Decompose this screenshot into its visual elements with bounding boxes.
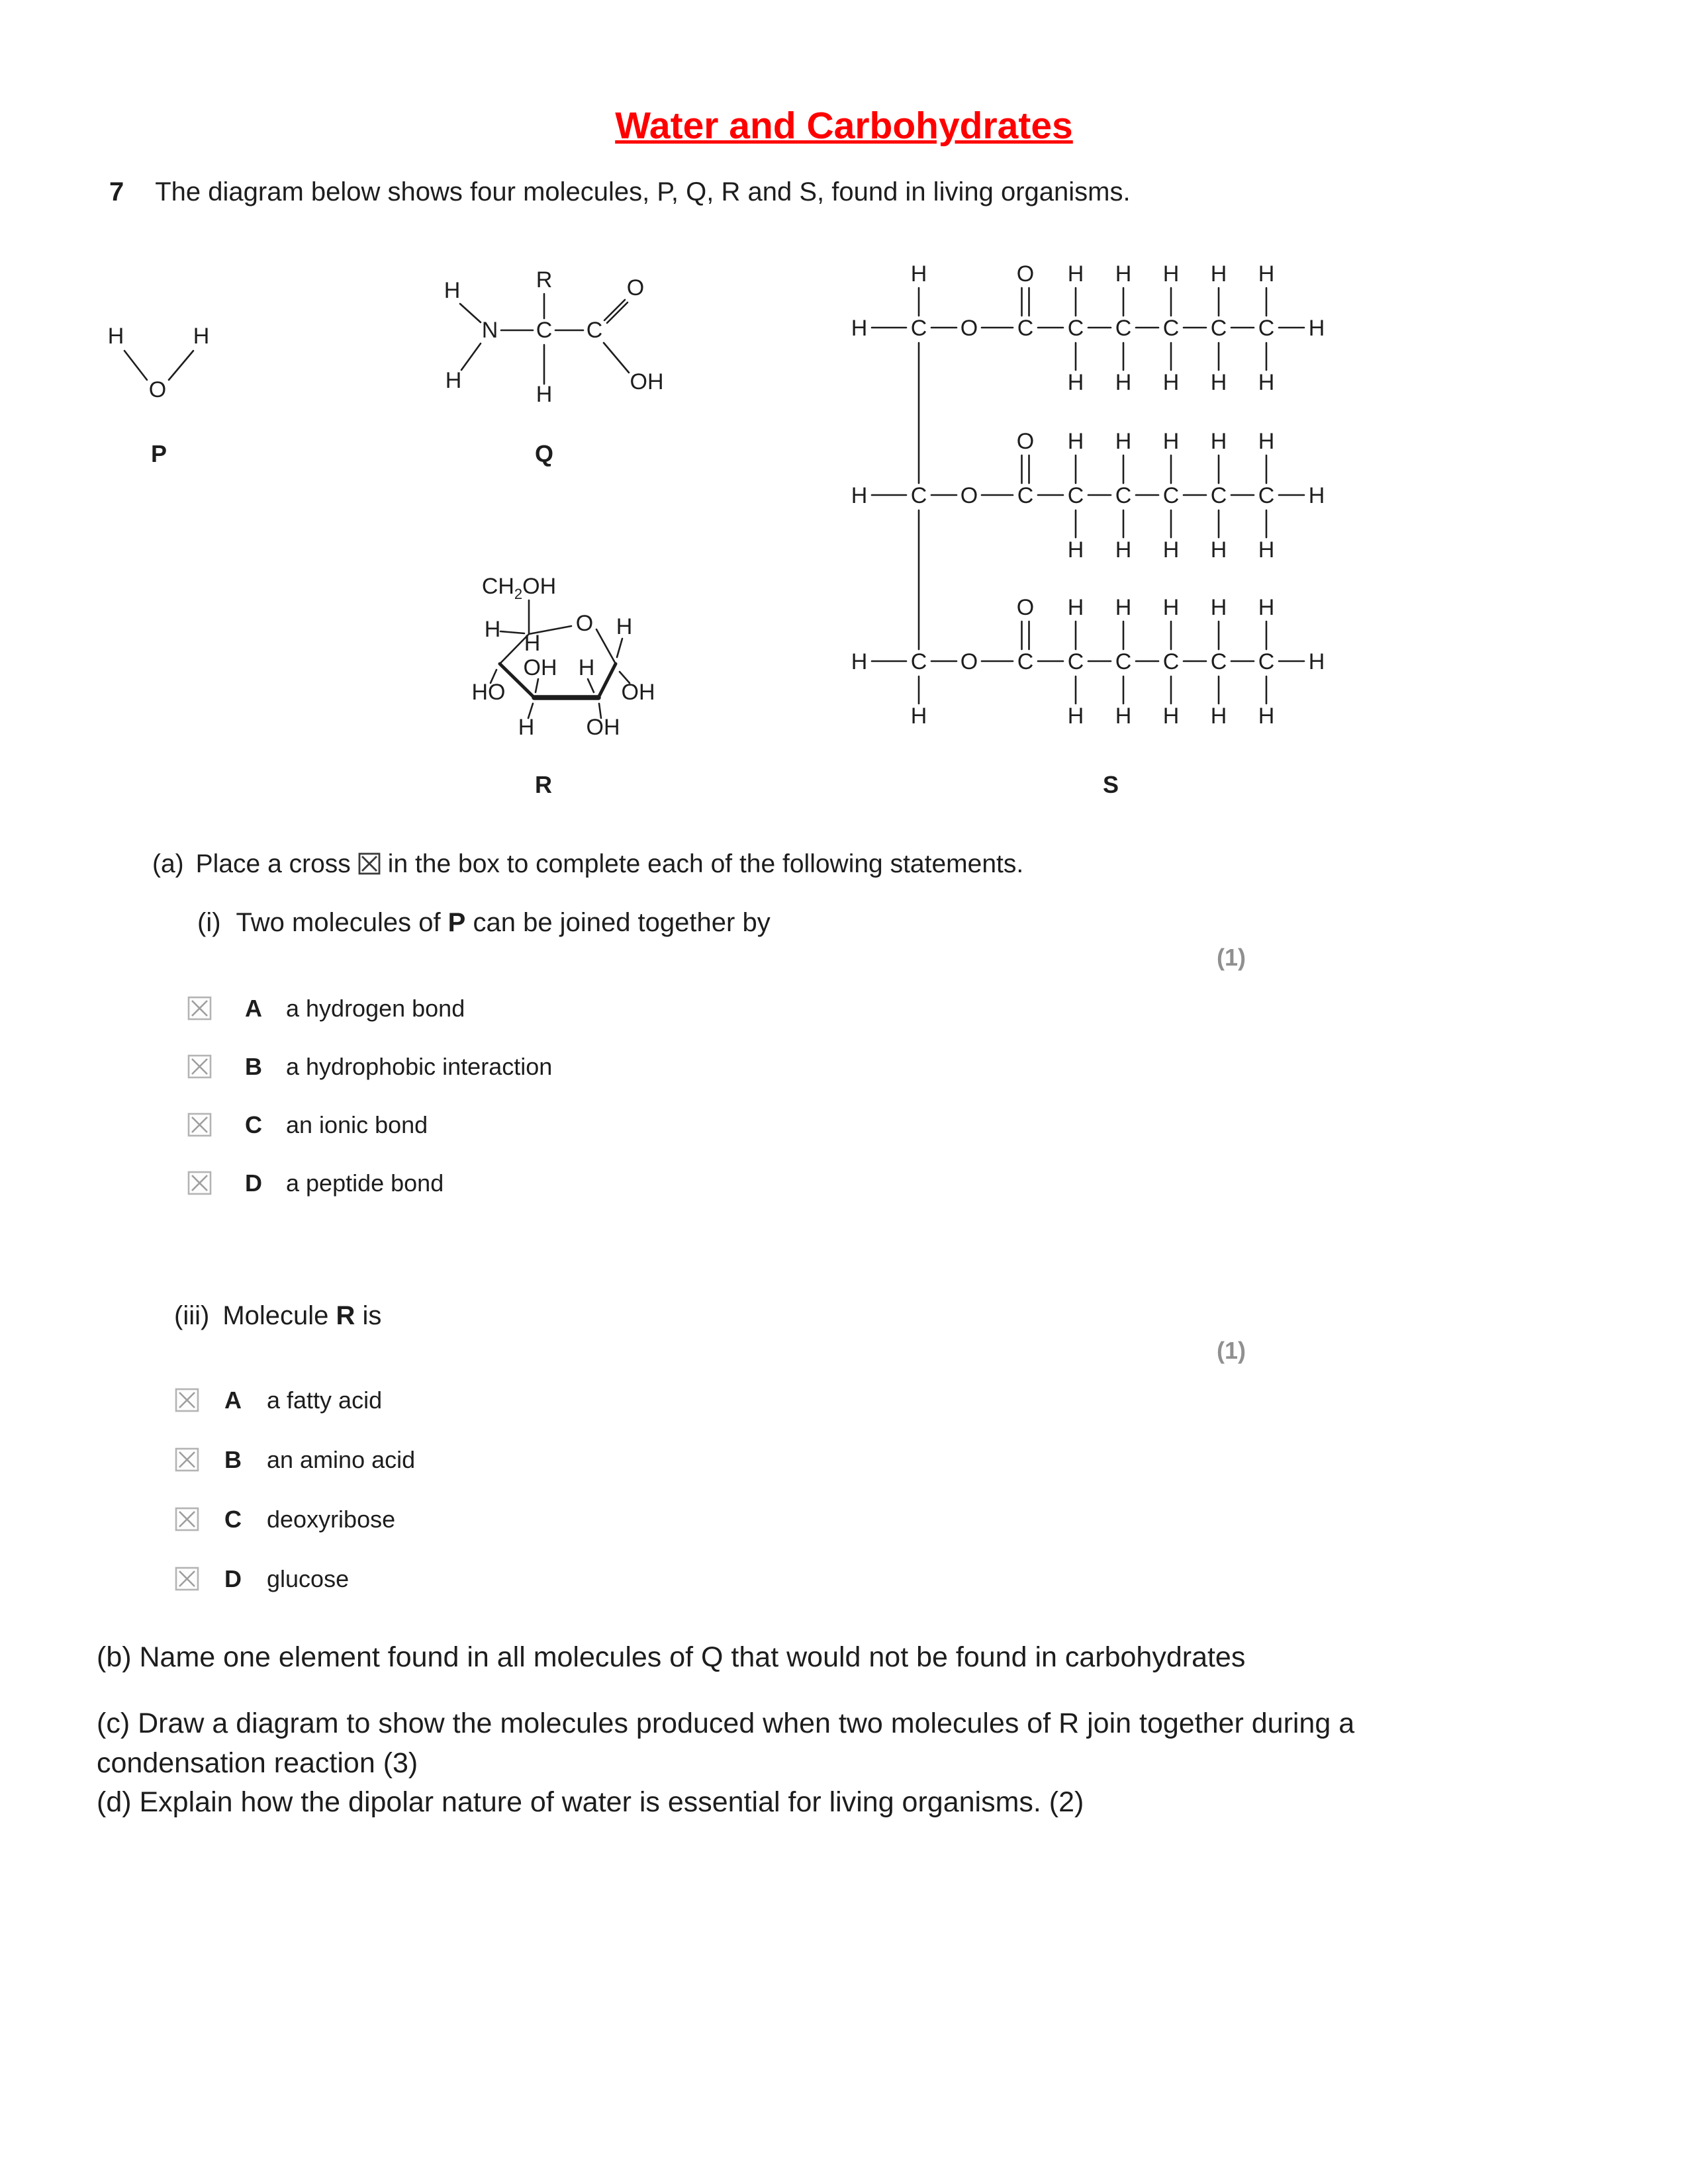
atom-label: H: [518, 715, 535, 740]
atom-label: R: [536, 267, 553, 293]
bond: [461, 343, 481, 370]
atom-label: H: [1162, 537, 1180, 563]
atom-label: OH: [586, 715, 620, 740]
atom-label: C: [1210, 483, 1227, 508]
atom-label: C: [1115, 649, 1132, 674]
atom-label: C: [910, 649, 927, 674]
atom-label: O: [1016, 595, 1035, 620]
atom-label: C: [1162, 483, 1180, 508]
question-number: 7: [109, 177, 124, 206]
atom-label: H: [1162, 704, 1180, 729]
option-row: [174, 1387, 415, 1413]
option-row: [174, 1447, 415, 1473]
atom-label: N: [481, 318, 498, 343]
atom-label: H: [1210, 537, 1227, 563]
atom-label: H: [1115, 595, 1132, 620]
atom-label: H: [193, 324, 210, 349]
molecule-s-diagram: [837, 258, 1380, 735]
atom-label: C: [1017, 316, 1034, 341]
atom-label: O: [626, 275, 645, 300]
atom-label: C: [1017, 649, 1034, 674]
atom-label: H: [1067, 429, 1084, 454]
atom-label: O: [960, 316, 978, 341]
bond: [617, 639, 622, 657]
atom-label: H: [1115, 537, 1132, 563]
atom-label: C: [1067, 483, 1084, 508]
question-i-stem: [197, 907, 771, 938]
molecule-r-label: R: [535, 771, 552, 798]
atom-label: H: [1162, 595, 1180, 620]
atom-label: O: [1016, 261, 1035, 287]
atom-label: H: [1210, 370, 1227, 395]
answer-checkbox[interactable]: [174, 1387, 200, 1413]
atom-label: O: [960, 649, 978, 674]
bond: [124, 351, 147, 380]
atom-label: H: [1308, 483, 1325, 508]
question-i-marks: (1): [1217, 944, 1246, 971]
atom-label: C: [586, 318, 603, 343]
option-row: [187, 1054, 552, 1079]
bond: [604, 343, 629, 373]
bond: [500, 631, 524, 633]
atom-label: H: [445, 368, 462, 393]
question-iii-bold: R: [336, 1301, 355, 1330]
atom-label: C: [1115, 316, 1132, 341]
atom-label: H: [524, 631, 541, 656]
atom-label: H: [578, 655, 595, 680]
atom-label: H: [851, 649, 868, 674]
atom-label: H: [1067, 537, 1084, 563]
atom-label: H: [1115, 261, 1132, 287]
atom-label: H: [1258, 429, 1275, 454]
option-text: a fatty acid: [267, 1386, 383, 1414]
part-c-text: (c) Draw a diagram to show the molecules produced when two molecules of R join together during a condensation reaction (3): [97, 1707, 1355, 1779]
answer-checkbox[interactable]: [187, 1170, 212, 1196]
atom-label: C: [1067, 316, 1084, 341]
atom-label: H: [1067, 370, 1084, 395]
atom-label: H: [1258, 261, 1275, 287]
part-d-text: (d) Explain how the dipolar nature of water is essential for living organisms. (2): [97, 1786, 1084, 1818]
atom-label: H: [1067, 261, 1084, 287]
molecule-s-label: S: [1103, 771, 1119, 798]
question-i-bold: P: [447, 908, 466, 937]
question-intro-text: The diagram below shows four molecules, P, Q, R and S, found in living organisms.: [155, 177, 1131, 206]
atom-label: H: [851, 483, 868, 508]
atom-label: H: [536, 382, 553, 407]
atom-label: C: [1162, 316, 1180, 341]
atom-label: H: [1115, 370, 1132, 395]
atom-label: HO: [471, 680, 506, 705]
atom-label: OH: [523, 655, 557, 680]
bond: [604, 300, 625, 320]
molecule-r-diagram: [463, 572, 669, 751]
option-letter: C: [224, 1505, 242, 1533]
option-text: deoxyribose: [267, 1505, 396, 1533]
atom-label: C: [910, 316, 927, 341]
answer-checkbox[interactable]: [174, 1447, 200, 1473]
atom-label: C: [1115, 483, 1132, 508]
part-a-text-after: in the box to complete each of the following statements.: [387, 850, 1024, 878]
question-iii-label: (iii): [174, 1301, 210, 1330]
option-row: [187, 1112, 552, 1138]
atom-label: H: [1308, 649, 1325, 674]
bond: [596, 629, 616, 664]
bond: [588, 679, 594, 692]
option-row: [174, 1566, 415, 1592]
question-i-options: [187, 995, 552, 1228]
atom-label: C: [1258, 649, 1275, 674]
option-row: [187, 1170, 552, 1196]
answer-checkbox[interactable]: [187, 995, 212, 1021]
question-iii-options: [174, 1387, 415, 1625]
atom-label: H: [1067, 704, 1084, 729]
atom-label: H: [1258, 704, 1275, 729]
question-i-text-after: can be joined together by: [465, 908, 771, 937]
atom-label: H: [1162, 261, 1180, 287]
option-letter: B: [245, 1052, 262, 1080]
atom-label: H: [1258, 370, 1275, 395]
atom-label: H: [444, 278, 461, 303]
atom-label: H: [1210, 595, 1227, 620]
atom-label: H: [1162, 429, 1180, 454]
atom-label: H: [1210, 261, 1227, 287]
atom-label: H: [107, 324, 124, 349]
atom-label: C: [536, 318, 553, 343]
atom-label: OH: [621, 680, 655, 705]
atom-label: C: [1210, 316, 1227, 341]
bond: [598, 664, 616, 698]
atom-label: H: [1067, 595, 1084, 620]
atom-label: H: [1258, 595, 1275, 620]
part-b-text: (b) Name one element found in all molecules of Q that would not be found in carbohydrates: [97, 1641, 1246, 1673]
atom-label: C: [910, 483, 927, 508]
atom-label: H: [910, 261, 927, 287]
group-label-ch2oh: $CH_2OH$: [481, 574, 557, 602]
atom-label: O: [575, 611, 594, 636]
option-text: a hydrophobic interaction: [286, 1052, 553, 1080]
option-text: glucose: [267, 1565, 350, 1592]
molecule-p-label: P: [151, 440, 167, 467]
atom-label: H: [1258, 537, 1275, 563]
atom-label: H: [1210, 704, 1227, 729]
atom-label: O: [148, 377, 167, 402]
option-text: an amino acid: [267, 1445, 416, 1473]
atom-label: O: [960, 483, 978, 508]
molecule-q-diagram: [437, 267, 702, 419]
molecule-q-label: Q: [535, 440, 554, 467]
option-letter: C: [245, 1111, 262, 1138]
option-text: a hydrogen bond: [286, 994, 465, 1022]
atom-label: H: [1210, 429, 1227, 454]
part-a-text-before: Place a cross: [195, 850, 351, 878]
atom-label: H: [1115, 429, 1132, 454]
atom-label: C: [1017, 483, 1034, 508]
answer-checkbox[interactable]: [174, 1566, 200, 1592]
atom-label: H: [616, 614, 633, 639]
option-letter: B: [224, 1445, 242, 1473]
atom-label: H: [1115, 704, 1132, 729]
question-iii-stem: [174, 1300, 381, 1332]
atom-label: C: [1210, 649, 1227, 674]
part-a-label: (a): [152, 850, 184, 878]
bond: [169, 351, 193, 380]
option-text: an ionic bond: [286, 1111, 428, 1138]
atom-label: H: [851, 316, 868, 341]
option-text: a peptide bond: [286, 1169, 444, 1197]
answer-checkbox[interactable]: [174, 1506, 200, 1532]
page-title: Water and Carbohydrates: [615, 105, 1073, 147]
bond: [607, 302, 628, 323]
question-i-text: Two molecules of: [236, 908, 448, 937]
atom-label: OH: [630, 369, 664, 394]
answer-checkbox[interactable]: [187, 1112, 212, 1138]
atom-label: C: [1067, 649, 1084, 674]
option-row: [174, 1506, 415, 1532]
atom-label: C: [1258, 483, 1275, 508]
part-a-instruction: [152, 848, 1023, 880]
atom-label: C: [1258, 316, 1275, 341]
atom-label: C: [1162, 649, 1180, 674]
question-7-intro-line: [109, 176, 1131, 208]
option-row: [187, 995, 552, 1021]
molecule-p-diagram: [99, 324, 245, 417]
question-iii-marks: (1): [1217, 1337, 1246, 1364]
atom-label: H: [910, 704, 927, 729]
question-iii-text: Molecule: [222, 1301, 336, 1330]
question-i-label: (i): [197, 908, 221, 937]
atom-label: H: [1308, 316, 1325, 341]
atom-label: H: [484, 617, 501, 642]
bond: [536, 679, 538, 692]
option-letter: A: [245, 994, 262, 1022]
cross-symbol-icon: [357, 852, 381, 876]
atom-label: O: [1016, 429, 1035, 454]
option-letter: D: [245, 1169, 262, 1197]
option-letter: A: [224, 1386, 242, 1414]
answer-checkbox[interactable]: [187, 1054, 212, 1079]
atom-label: H: [1162, 370, 1180, 395]
option-letter: D: [224, 1565, 242, 1592]
bond: [460, 304, 481, 322]
question-iii-text-after: is: [355, 1301, 382, 1330]
